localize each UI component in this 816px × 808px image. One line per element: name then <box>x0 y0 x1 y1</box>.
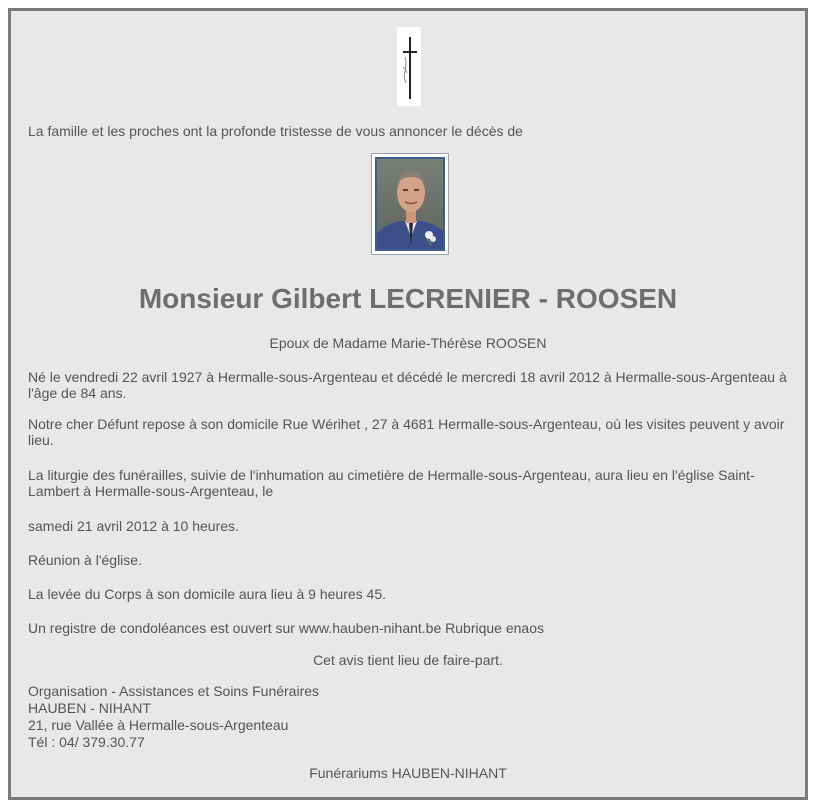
liturgy-paragraph: La liturgie des funérailles, suivie de l'inhumation au cimetière de Hermalle-sous-Argenteau, aura lieu en l'église Saint-Lambert à Hermalle-sous-Argenteau, le <box>28 467 755 499</box>
intro-text: La famille et les proches ont la profonde tristesse de vous annoncer le décès de <box>28 123 523 139</box>
organisation-block <box>28 683 319 751</box>
org-line: 21, rue Vallée à Hermalle-sous-Argenteau <box>28 717 289 733</box>
org-phone: Tél : 04/ 379.30.77 <box>28 734 145 750</box>
obituary-frame <box>8 8 808 800</box>
footer-text: Funérariums HAUBEN-NIHANT <box>309 765 507 781</box>
birth-death-paragraph: Né le vendredi 22 avril 1927 à Hermalle-sous-Argenteau et décédé le mercredi 18 avril 2012 à Hermalle-sous-Argenteau à l'âge de 84 ans. <box>28 369 787 401</box>
org-line: Organisation - Assistances et Soins Funéraires <box>28 683 320 699</box>
levee-text: La levée du Corps à son domicile aura lieu à 9 heures 45. <box>28 586 386 602</box>
portrait-photo <box>371 153 449 255</box>
spouse-line: Epoux de Madame Marie-Thérèse ROOSEN <box>269 335 547 351</box>
notice-text: Cet avis tient lieu de faire-part. <box>313 652 503 668</box>
registry-text: Un registre de condoléances est ouvert sur www.hauben-nihant.be Rubrique enaos <box>28 620 544 636</box>
rest-paragraph: Notre cher Défunt repose à son domicile Rue Wérihet , 27 à 4681 Hermalle-sous-Argenteau, où les visites peuvent y avoir lieu. <box>28 416 785 448</box>
cross-icon <box>397 27 421 106</box>
org-line: HAUBEN - NIHANT <box>28 700 151 716</box>
deceased-name: Monsieur Gilbert LECRENIER - ROOSEN <box>138 283 678 314</box>
ceremony-date: samedi 21 avril 2012 à 10 heures. <box>28 518 239 534</box>
reunion-text: Réunion à l'église. <box>28 552 142 568</box>
